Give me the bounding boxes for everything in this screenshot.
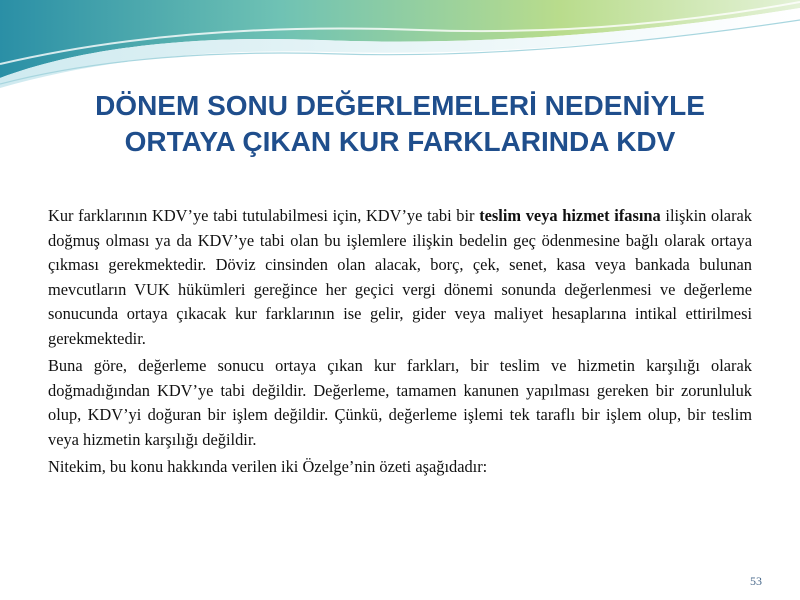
slide-title-line2: ORTAYA ÇIKAN KUR FARKLARINDA KDV — [124, 126, 676, 157]
paragraph-1-bold: teslim veya hizmet ifasına — [479, 206, 661, 225]
paragraph-1-text-b: ilişkin olarak doğmuş olması ya da KDV’ye tabi olan bu işlemlere ilişkin bedelin geç ödenmesine bağlı olarak ortaya çıkması gerekmektedir. Döviz cinsinden olan alacak, borç, çek, senet, kasa veya bankada bulunan mevcutların VUK hükümleri gereğince her geçici vergi dönemi sonunda değerlenmesi ve değerleme sonucunda ortaya çıkacak kur farklarının ise gelir, gider veya maliyet hesaplarına intikal ettirilmesi gerekmektedir. — [48, 206, 752, 348]
page-number: 53 — [750, 574, 762, 588]
decorative-wave-header — [0, 0, 800, 90]
slide-title — [40, 88, 760, 160]
slide-title-line1: DÖNEM SONU DEĞERLEMELERİ NEDENİYLE — [95, 90, 705, 121]
slide-body — [48, 204, 752, 483]
paragraph-2: Buna göre, değerleme sonucu ortaya çıkan kur farkları, bir teslim ve hizmetin karşılığı olarak doğmadığından KDV’ye tabi değildir. Değerleme, tamamen kanunen yapılması gereken bir zorunluluk olup, KDV’yi doğuran bir işlem değildir. Çünkü, değerleme işlemi tek taraflı bir işlem olup, bir teslim veya hizmetin karşılığı değildir. — [48, 356, 752, 449]
paragraph-1-text-a: Kur farklarının KDV’ye tabi tutulabilmesi için, KDV’ye tabi bir — [48, 206, 480, 225]
paragraph-3: Nitekim, bu konu hakkında verilen iki Özelge’nin özeti aşağıdadır: — [48, 457, 488, 476]
paragraph-1 — [48, 204, 752, 351]
